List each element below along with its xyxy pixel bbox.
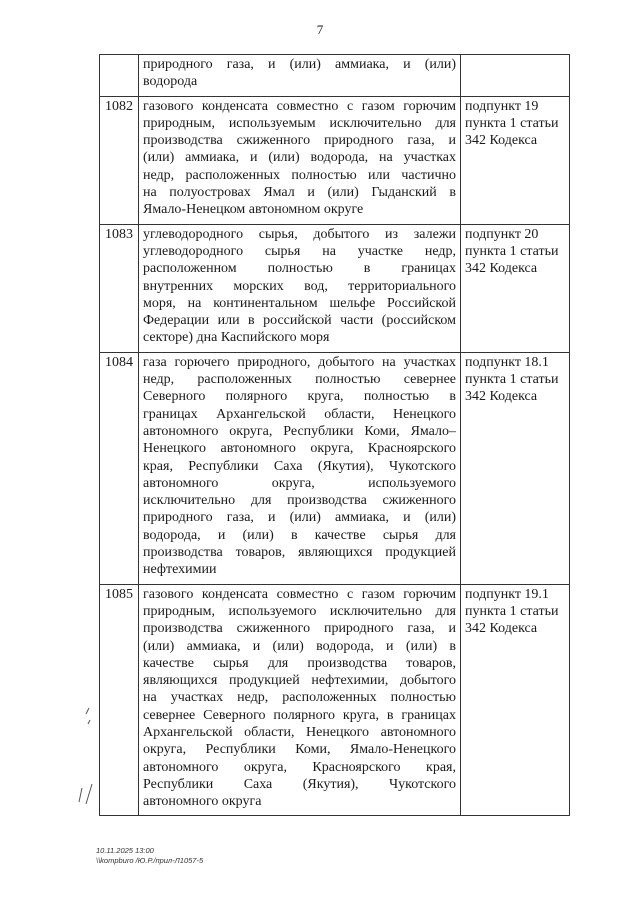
- reference-line: подпункт 19: [465, 98, 539, 114]
- reference-line: пункта 1 статьи: [465, 603, 559, 619]
- table-row: [100, 96, 570, 224]
- row-description: [139, 584, 461, 816]
- description-line: природного газа, и (или) аммиака, и (или): [143, 510, 456, 526]
- description-line: углеводородного сырья на участке недр,: [143, 243, 456, 259]
- description-line: Ямало-Ненецком автономном округе: [143, 202, 364, 218]
- table-row: [100, 584, 570, 816]
- description-line: границах Архангельской области, Ненецкого: [143, 406, 456, 422]
- table-row: [100, 224, 570, 352]
- description-line: являющихся продукцией нефтехимии, добытого: [143, 673, 456, 689]
- description-line: автономного округа, Республики Коми, Ямало–: [143, 423, 456, 439]
- row-legal-reference: [461, 55, 570, 97]
- description-line: нефтехимии: [143, 562, 217, 578]
- row-number: [100, 55, 139, 97]
- row-description: [139, 96, 461, 224]
- reference-line: подпункт 20: [465, 226, 539, 242]
- description-line: газового конденсата совместно с газом горючим: [143, 586, 456, 602]
- row-number: 1082: [100, 96, 139, 224]
- row-description: [139, 352, 461, 584]
- description-line: моря, на континентальном шельфе Российской: [143, 295, 456, 311]
- description-line: Северного полярного круга, полностью в: [143, 389, 456, 405]
- margin-mark: [72, 700, 102, 810]
- row-legal-reference: [461, 224, 570, 352]
- reference-line: 342 Кодекса: [465, 389, 538, 405]
- reference-line: пункта 1 статьи: [465, 115, 559, 131]
- description-line: недр, расположенных полностью или частично: [143, 167, 456, 183]
- description-line: автономного округа: [143, 794, 262, 810]
- document-footer: [96, 846, 203, 866]
- description-line: природного газа, и (или) аммиака, и (или): [143, 57, 456, 72]
- description-line: севернее Северного полярного круга, в границах: [143, 707, 456, 723]
- description-line: газового конденсата совместно с газом горючим: [143, 98, 456, 114]
- description-line: водорода, и (или) в качестве сырья для: [143, 527, 456, 543]
- footer-timestamp: 10.11.2025 13:00: [96, 846, 154, 855]
- description-line: расположенном полностью в границах: [143, 261, 456, 277]
- row-description: [139, 224, 461, 352]
- description-line: природным, используемым исключительно для: [143, 115, 456, 131]
- description-line: округа, Республики Коми, Ямало-Ненецкого: [143, 742, 456, 758]
- reference-line: пункта 1 статьи: [465, 372, 559, 388]
- description-line: Федерации или в российской части (российском: [143, 313, 456, 329]
- row-number: 1085: [100, 584, 139, 816]
- row-number: 1084: [100, 352, 139, 584]
- row-description: [139, 55, 461, 97]
- table-body: [100, 55, 570, 816]
- description-line: Республики Саха (Якутия), Чукотского: [143, 776, 456, 792]
- description-line: Ненецкого автономного округа, Красноярского: [143, 441, 456, 457]
- row-legal-reference: [461, 352, 570, 584]
- footer-file-path: \\kompburo /Ю.Р./прил-Л1057-5: [96, 856, 204, 865]
- document-table: [99, 54, 570, 816]
- reference-line: подпункт 19.1: [465, 586, 549, 602]
- description-line: водорода: [143, 74, 198, 90]
- description-line: на участках недр, расположенных полностью: [143, 690, 456, 706]
- description-line: секторе) дна Каспийского моря: [143, 330, 330, 346]
- description-line: внутренних морских вод, территориального: [143, 278, 456, 294]
- reference-line: 342 Кодекса: [465, 133, 538, 149]
- description-line: (или) аммиака, и (или) водорода, на участках: [143, 150, 456, 166]
- description-line: Архангельской области, Ненецкого автономного: [143, 724, 456, 740]
- row-number: 1083: [100, 224, 139, 352]
- reference-line: 342 Кодекса: [465, 621, 538, 637]
- description-line: края, Республики Саха (Якутия), Чукотского: [143, 458, 456, 474]
- page-number: 7: [316, 22, 324, 37]
- reference-line: пункта 1 статьи: [465, 243, 559, 259]
- description-line: автономного округа, Красноярского края,: [143, 759, 456, 775]
- description-line: природным, используемого исключительно для: [143, 603, 456, 619]
- description-line: газа горючего природного, добытого на участках: [143, 354, 456, 370]
- row-legal-reference: [461, 584, 570, 816]
- description-line: углеводородного сырья, добытого из залежи: [143, 226, 456, 242]
- description-line: недр, расположенных полностью севернее: [143, 372, 456, 388]
- description-line: производства сжиженного природного газа, и: [143, 621, 456, 637]
- table-row: [100, 352, 570, 584]
- description-line: производства товаров, являющихся продукцией: [143, 545, 456, 561]
- description-line: (или) аммиака, и (или) водорода, и (или) в: [143, 638, 456, 654]
- description-line: на полуостровах Ямал и (или) Гыданский в: [143, 185, 456, 201]
- reference-line: 342 Кодекса: [465, 261, 538, 277]
- description-line: качестве сырья для производства товаров,: [143, 655, 456, 671]
- description-line: исключительно для производства сжиженного: [143, 493, 456, 509]
- reference-line: подпункт 18.1: [465, 354, 549, 370]
- description-line: производства сжиженного природного газа, и: [143, 133, 456, 149]
- row-legal-reference: [461, 96, 570, 224]
- description-line: автономного округа, используемого: [143, 475, 456, 491]
- table-row: [100, 55, 570, 97]
